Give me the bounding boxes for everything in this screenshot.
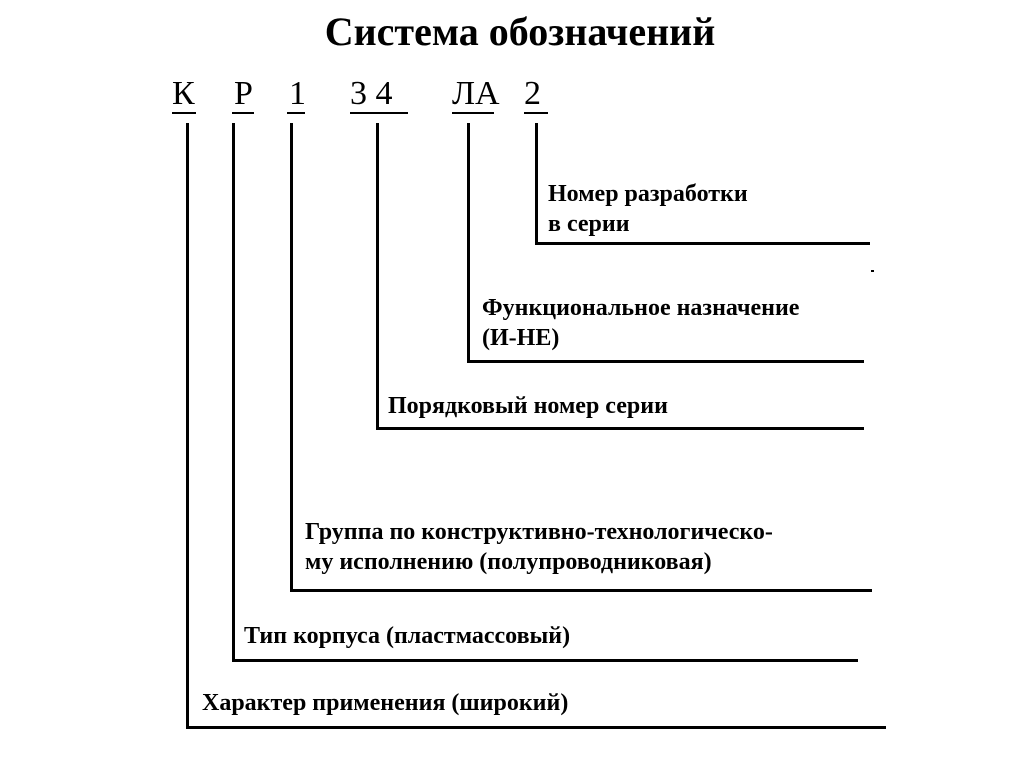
- connector-34-horizontal: [376, 427, 864, 430]
- connector-1-vertical: [290, 123, 293, 592]
- diagram-title: Система обозначений: [324, 9, 716, 54]
- connector-2-vertical: [535, 123, 538, 245]
- label-series-number: Порядковый номер серии: [388, 393, 668, 419]
- label-case-type: Тип корпуса (пластмассовый): [244, 623, 571, 649]
- connector-34-vertical: [376, 123, 379, 430]
- connector-2-horizontal: [535, 242, 870, 245]
- code-series-34: 3 4: [350, 75, 393, 112]
- label-development-number-line2: в серии: [548, 211, 630, 237]
- code-letter-r: Р: [234, 75, 253, 112]
- underline-k: [172, 112, 196, 114]
- label-group-line1: Группа по конструктивно-технологическо-: [305, 519, 773, 545]
- underline-la: [452, 112, 494, 114]
- label-development-number-line1: Номер разработки: [548, 181, 748, 207]
- underline-2: [524, 112, 548, 114]
- underline-r: [232, 112, 254, 114]
- underline-34: [350, 112, 408, 114]
- code-digit-2: 2: [524, 75, 541, 112]
- connector-k-horizontal: [186, 726, 886, 729]
- stray-mark: [871, 270, 874, 272]
- connector-1-horizontal: [290, 589, 872, 592]
- connector-r-horizontal: [232, 659, 858, 662]
- label-function-line1: Функциональное назначение: [482, 295, 800, 321]
- code-digit-1: 1: [289, 75, 306, 112]
- connector-r-vertical: [232, 123, 235, 662]
- underline-1: [287, 112, 305, 114]
- label-group-line2: му исполнению (полупроводниковая): [305, 549, 712, 575]
- label-function-line2: (И-НЕ): [482, 325, 560, 351]
- label-application: Характер применения (широкий): [202, 690, 569, 716]
- connector-la-horizontal: [467, 360, 864, 363]
- connector-k-vertical: [186, 123, 189, 729]
- code-function-la: ЛА: [452, 75, 500, 112]
- connector-la-vertical: [467, 123, 470, 363]
- code-letter-k: К: [172, 75, 195, 112]
